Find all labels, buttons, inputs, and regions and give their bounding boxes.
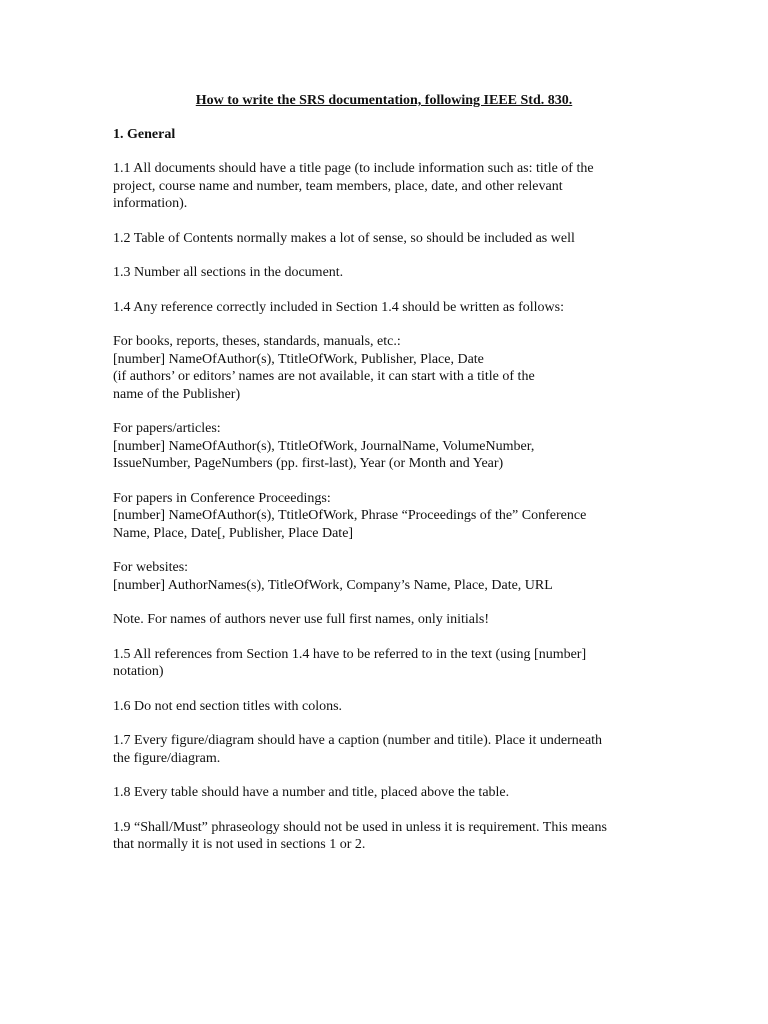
text-line: [number] NameOfAuthor(s), TtitleOfWork, Publisher, Place, Date (113, 351, 484, 367)
paragraph (113, 646, 658, 681)
paragraph (113, 732, 658, 767)
text-line: For papers in Conference Proceedings: (113, 490, 331, 506)
text-line: [number] AuthorNames(s), TitleOfWork, Company’s Name, Place, Date, URL (113, 577, 553, 593)
paragraph (113, 420, 658, 473)
text-line: [number] NameOfAuthor(s), TtitleOfWork, JournalName, VolumeNumber, (113, 438, 535, 454)
paragraph (113, 333, 658, 403)
paragraph (113, 299, 658, 317)
text-line: 1.6 Do not end section titles with colons. (113, 698, 343, 714)
paragraph (113, 490, 658, 543)
text-line: 1.2 Table of Contents normally makes a lot of sense, so should be included as well (113, 230, 575, 246)
text-line: the figure/diagram. (113, 750, 221, 766)
text-line: Note. For names of authors never use full first names, only initials! (113, 612, 489, 627)
document-body (113, 160, 658, 871)
text-line: 1.9 “Shall/Must” phraseology should not be used in unless it is requirement. This means (113, 819, 607, 835)
text-line: 1.5 All references from Section 1.4 have to be referred to in the text (using [number] (113, 646, 587, 662)
document-title: How to write the SRS documentation, following IEEE Std. 830. (195, 93, 573, 108)
text-line: name of the Publisher) (113, 386, 241, 402)
text-line: notation) (113, 664, 164, 679)
paragraph (113, 611, 658, 629)
paragraph (113, 160, 658, 213)
text-line: [number] NameOfAuthor(s), TtitleOfWork, Phrase “Proceedings of the” Conference (113, 508, 587, 523)
text-line: project, course name and number, team members, place, date, and other relevant (113, 178, 563, 194)
text-line: 1.8 Every table should have a number and title, placed above the table. (113, 785, 510, 800)
text-line: For websites: (113, 560, 189, 575)
paragraph (113, 230, 658, 248)
paragraph (113, 559, 658, 594)
text-line: For books, reports, theses, standards, manuals, etc.: (113, 334, 401, 349)
text-line: that normally it is not used in sections 1 or 2. (113, 837, 366, 852)
text-line: information). (113, 196, 188, 211)
paragraph (113, 819, 658, 854)
paragraph (113, 784, 658, 802)
text-line: 1.3 Number all sections in the document. (113, 265, 344, 280)
text-line: 1.7 Every figure/diagram should have a caption (number and titile). Place it underneath (113, 733, 603, 748)
text-line: (if authors’ or editors’ names are not available, it can start with a title of the (113, 369, 535, 384)
text-line: IssueNumber, PageNumbers (pp. first-last), Year (or Month and Year) (113, 456, 504, 471)
text-line: For papers/articles: (113, 421, 221, 436)
text-line: 1.4 Any reference correctly included in Section 1.4 should be written as follows: (113, 299, 564, 315)
paragraph (113, 698, 658, 716)
paragraph (113, 264, 658, 282)
text-line: Name, Place, Date[, Publisher, Place Date] (113, 525, 354, 541)
text-line: 1.1 All documents should have a title page (to include information such as: title of the (113, 161, 594, 176)
section-heading: 1. General (113, 127, 176, 142)
